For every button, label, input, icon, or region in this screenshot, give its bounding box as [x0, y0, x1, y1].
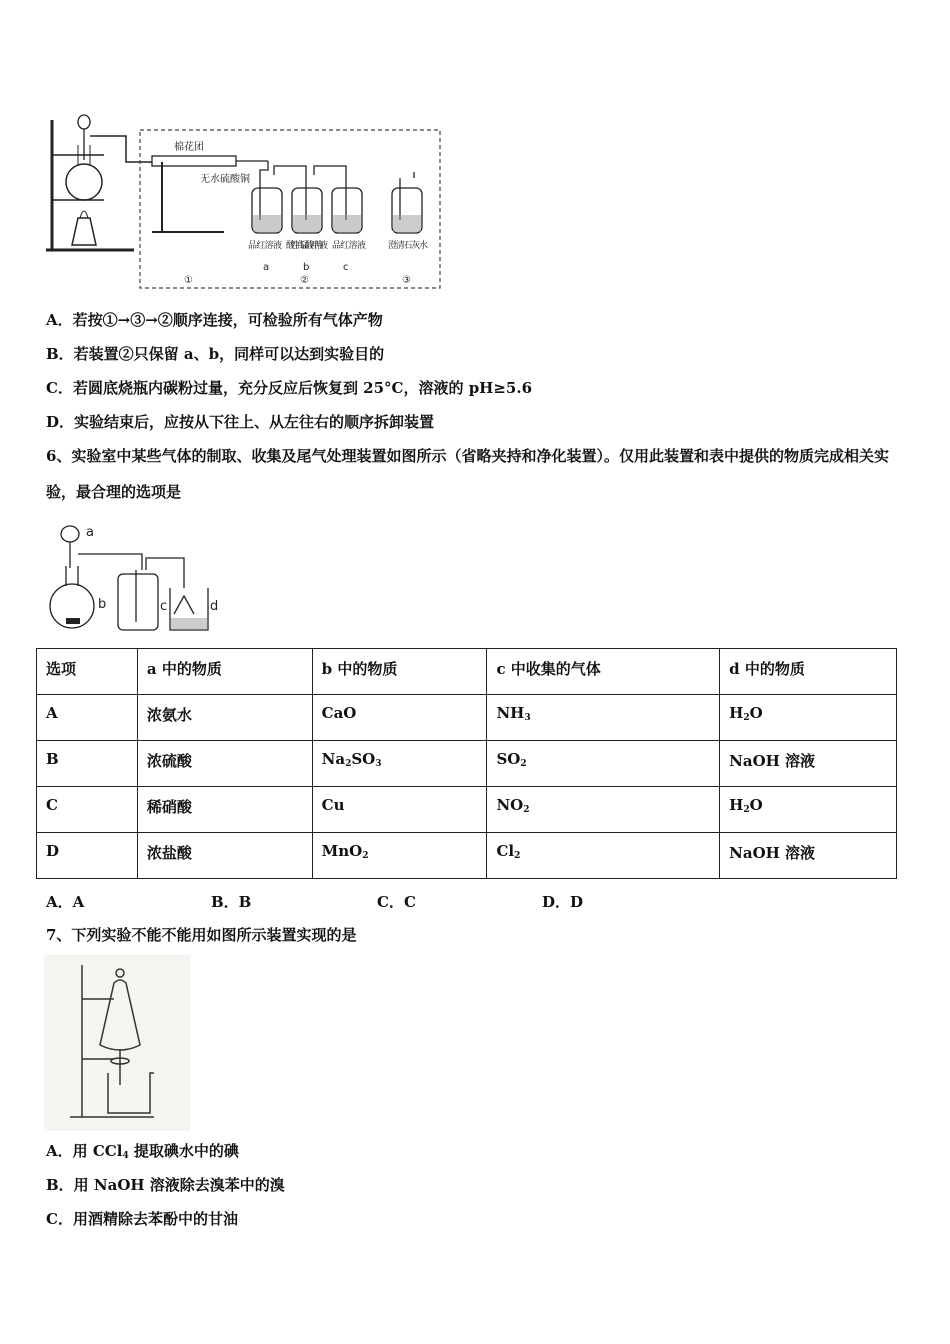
table-cell: $NO_2$	[487, 787, 720, 833]
label-bottle-a-letter: a	[263, 262, 270, 273]
table-header: a 中的物质	[137, 649, 312, 695]
table-row	[37, 833, 897, 879]
label-n3: ③	[402, 275, 411, 286]
fig2-label-b: b	[98, 597, 107, 612]
label-bottle-c: 品红溶液	[332, 241, 366, 251]
q5-option-c: C．若圆底烧瓶内碳粉过量，充分反应后恢复到 25°C，溶液的 pH≥5.6	[46, 379, 533, 397]
table-cell: NaOH 溶液	[720, 741, 897, 787]
label-bottle-d: 澄清石灰水	[388, 241, 428, 251]
table-cell: $Cl_2$	[487, 833, 720, 879]
table-header: b 中的物质	[312, 649, 487, 695]
table-cell: $SO_2$	[487, 741, 720, 787]
q6-choice-d: D．D	[542, 893, 584, 911]
q7-option-c: C．用酒精除去苯酚中的甘油	[46, 1210, 238, 1228]
label-n2: ②	[300, 275, 309, 286]
table-row	[37, 695, 897, 741]
table-header-row	[37, 649, 897, 695]
table-cell: $NH_3$	[487, 695, 720, 741]
table-cell: NaOH 溶液	[720, 833, 897, 879]
q6-choice-b: B．B	[211, 893, 252, 911]
table-header: c 中收集的气体	[487, 649, 720, 695]
apparatus-figure-1	[44, 100, 446, 292]
label-bottle-b-letter: b	[303, 262, 310, 273]
q7-stem: 7、下列实验不能不能用如图所示装置实现的是	[46, 926, 357, 944]
label-bottle-b: 酸性高锰酸钾溶液	[286, 241, 328, 251]
q7-option-b: B．用 NaOH 溶液除去溴苯中的溴	[46, 1176, 285, 1194]
table-header: d 中的物质	[720, 649, 897, 695]
table-cell: B	[37, 741, 138, 787]
table-cell: $H_2O$	[720, 695, 897, 741]
q5-option-a: A．若按①→③→②顺序连接，可检验所有气体产物	[46, 311, 383, 329]
table-row	[37, 787, 897, 833]
table-cell: D	[37, 833, 138, 879]
table-cell: $Na_2SO_3$	[312, 741, 487, 787]
table-cell: $H_2O$	[720, 787, 897, 833]
label-bottle-a: 品红溶液	[248, 241, 282, 251]
label-bottle-c-letter: c	[343, 262, 349, 273]
fig2-label-a: a	[86, 525, 94, 540]
q6-choice-c: C．C	[377, 893, 416, 911]
table-cell: C	[37, 787, 138, 833]
fig2-label-c: c	[160, 599, 168, 614]
table-cell: Cu	[312, 787, 487, 833]
table-cell: 浓硫酸	[137, 741, 312, 787]
q7-option-a: A．用 CCl$_4$ 提取碘水中的碘	[46, 1142, 239, 1161]
table-cell: MnO$_2$	[312, 833, 487, 879]
label-n1: ①	[184, 275, 193, 286]
q5-option-d: D．实验结束后，应按从下往上、从左往右的顺序拆卸装置	[46, 413, 435, 431]
table-cell: 浓氨水	[137, 695, 312, 741]
label-cuso4: 无水硫酸铜	[200, 174, 250, 185]
table-cell: 浓盐酸	[137, 833, 312, 879]
q6-choice-a: A．A	[46, 893, 85, 911]
label-cotton: 棉花团	[174, 142, 204, 153]
table-row	[37, 741, 897, 787]
table-cell: CaO	[312, 695, 487, 741]
table-cell: 稀硝酸	[137, 787, 312, 833]
q6-options-table	[36, 648, 897, 879]
apparatus-figure-2	[46, 518, 226, 636]
fig2-label-d: d	[210, 599, 219, 614]
q5-option-b: B．若装置②只保留 a、b，同样可以达到实验目的	[46, 345, 385, 363]
separatory-funnel-figure	[44, 955, 190, 1131]
table-header: 选项	[37, 649, 138, 695]
table-cell: A	[37, 695, 138, 741]
q6-stem: 6、实验室中某些气体的制取、收集及尾气处理装置如图所示（省略夹持和净化装置）。仅用此装置和表中提供的物质完成相关实验，最合理的选项是	[46, 447, 889, 501]
